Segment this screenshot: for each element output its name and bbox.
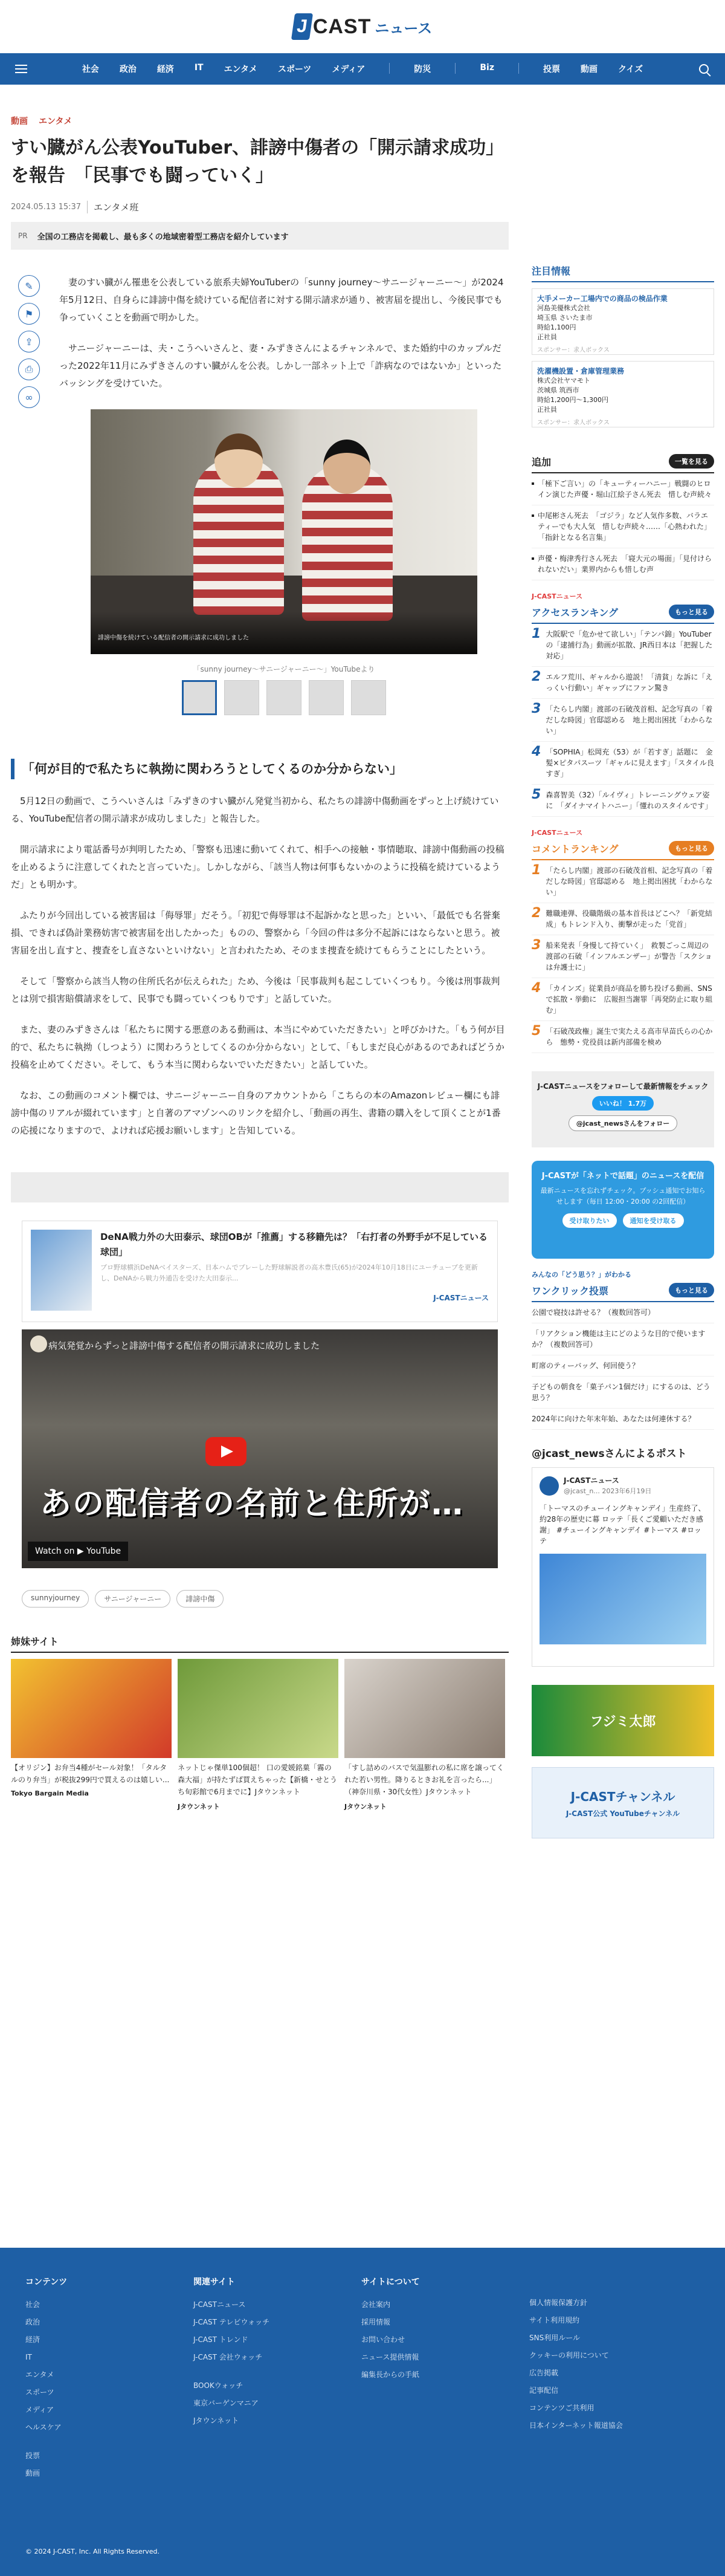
footer-link[interactable]: 動画 xyxy=(25,2469,40,2477)
footer-link[interactable]: J-CAST テレビウォッチ xyxy=(193,2318,270,2326)
channel-banner-title: J-CASTチャンネル xyxy=(570,1789,675,1804)
comment-ranking-list xyxy=(532,860,714,1053)
footer-heading: サイトについて xyxy=(361,2277,420,2287)
rank-number: 3 xyxy=(532,938,541,953)
tag-chip[interactable]: サニージャーニー xyxy=(95,1590,170,1608)
category-links xyxy=(11,115,509,127)
push-notification-box xyxy=(532,1161,714,1259)
nav-item-biz[interactable]: Biz xyxy=(480,63,494,73)
menu-icon[interactable] xyxy=(0,65,42,73)
article-subheading: 「何が目的で私たちに執拗に関わろうとしてくるのか分からない」 xyxy=(11,759,509,779)
nav-item-society[interactable]: 社会 xyxy=(82,65,99,74)
footer-link[interactable]: ヘルスケア xyxy=(25,2423,62,2432)
footer-link[interactable]: BOOKウォッチ xyxy=(193,2381,243,2390)
rank-number: 1 xyxy=(532,863,541,878)
nav-divider xyxy=(518,63,519,74)
vote-list xyxy=(532,1302,714,1430)
comment-more-button[interactable]: もっと見る xyxy=(669,841,714,855)
footer-link[interactable]: J-CASTニュース xyxy=(193,2300,246,2309)
job-place: 茨城県 筑西市 xyxy=(537,386,579,394)
sister-sites-heading: 姉妹サイト xyxy=(11,1634,509,1653)
footer-link[interactable]: お問い合わせ xyxy=(361,2335,405,2344)
nav-item-disaster[interactable]: 防災 xyxy=(414,65,431,74)
nav-item-it[interactable]: IT xyxy=(194,63,204,73)
sister-site-text: 「すし詰めのバスで気温膨れの私に席を譲ってくれた若い男性。降りるときお礼を言ったら...」（神奈川県・30代女性）Jタウンネット xyxy=(344,1763,504,1796)
logo-j: J xyxy=(291,13,313,40)
youtube-overlay-text: あの配信者の名前と住所が… xyxy=(40,1486,465,1522)
jcast-channel-banner[interactable] xyxy=(532,1767,714,1838)
x-post-text: 「トーマスのチューイングキャンデイ」生産終了、約28年の歴史に幕 ロッテ「長くご愛顧いただき感謝」 #チューイングキャンデイ #トーマス #ロッテ xyxy=(540,1504,706,1545)
jcast-logo[interactable] xyxy=(293,13,432,40)
footer-link[interactable]: メディア xyxy=(25,2406,54,2414)
footer-heading xyxy=(529,2276,697,2286)
thumbnail[interactable] xyxy=(224,680,259,715)
nav-item-politics[interactable]: 政治 xyxy=(119,65,137,74)
article-paragraph: なお、この動画のコメント欄では、サニージャーニー自身のアカウントから「こちらの本のAmazonレビュー欄にも誹謗中傷のリアルが綴れています」と自著のアマゾンへのリンクを紹介し、「動画の再生、書籍の購入をして頂くことが1番の応援になりますので、よければ応援お願いします」と告知している。 xyxy=(11,1090,501,1136)
news-heading xyxy=(532,454,714,473)
ranking-item[interactable] xyxy=(532,1021,714,1053)
ranking-text: 「たらし内閣」渡部の石破茂首相、記念写真の「着だしな時図」官邸認める 地上掲出困扰「わからない」 xyxy=(546,705,713,735)
ranking-text: 「たらし内閣」渡部の石破茂首相、記念写真の「着だしな時図」官邸認める 地上掲出困扰「わからない」 xyxy=(546,866,713,897)
access-label: J-CASTニュース xyxy=(532,592,583,600)
ranking-item[interactable] xyxy=(532,742,714,785)
pr-text: 全国の工務店を掲載し、最も多くの地域密着型工務店を紹介しています xyxy=(37,232,289,242)
sister-site-text: ネットじゃ傑単100個超！ 口の愛媛銘菓「霧の森大福」が持たずば買えちゃった【新橋・せとうち旬彩館で6月までに】Jタウンネット xyxy=(178,1763,338,1796)
x-follow-button[interactable]: @jcast_newsさんをフォロー xyxy=(569,1115,677,1131)
related-article-desc: プロ野球横浜DeNAベイスターズ、日本ハムでプレーした野球解説者の高木豊氏(65)が2024年10月18日にユーチューブを更新し、DeNAから戦力外通告を受けた大田泰示... xyxy=(100,1264,478,1282)
print-icon[interactable]: ⎙ xyxy=(18,358,40,380)
follow-text: J-CASTニュースをフォローして最新情報をチェック xyxy=(537,1082,709,1091)
sister-site-image xyxy=(178,1659,338,1758)
push-subtext: 最新ニュースを忘れずチェック。プッシュ通知でお知らせします（毎日 12:00・20:00 の2回配信） xyxy=(540,1187,706,1205)
footer-link[interactable]: 編集長からの手紙 xyxy=(361,2370,420,2379)
search-icon[interactable] xyxy=(683,64,725,74)
article-photo[interactable] xyxy=(91,409,477,654)
logo-cast: CAST xyxy=(312,15,372,38)
footer-link[interactable]: スポーツ xyxy=(25,2388,54,2396)
bookmark-icon[interactable]: ⚑ xyxy=(18,303,40,325)
related-article-source: J-CASTニュース xyxy=(433,1294,489,1302)
footer-link[interactable]: 社会 xyxy=(25,2300,40,2309)
tag-chip[interactable]: 誹謗中傷 xyxy=(176,1590,224,1608)
thumbnail[interactable] xyxy=(351,680,386,715)
footer-link[interactable]: J-CAST トレンド xyxy=(193,2335,248,2344)
article-paragraph: また、妻のみずきさんは「私たちに関する悪意のある動画は、本当にやめていただきたい」と呼びかけた。「もう何が目的で、私たちに執拗（しつよう）に関わろうとしてくるのか分からない」として、「もしまだ良心があるのであればどうか投稿を止めてください。そして、もう本当に関わらないでいただきたい」と話していた。 xyxy=(11,1024,505,1070)
play-button-icon[interactable] xyxy=(205,1437,246,1466)
sister-site-card[interactable] xyxy=(11,1659,172,1811)
ranking-item[interactable] xyxy=(532,935,714,978)
footer-link[interactable]: 採用情報 xyxy=(361,2318,391,2326)
footer-link[interactable]: 会社案内 xyxy=(361,2300,391,2309)
vote-item[interactable]: 2024年に向けた年末年始、あなたは何連休する？ xyxy=(532,1409,714,1430)
x-name: J-CASTニュース xyxy=(564,1476,619,1485)
vote-heading xyxy=(532,1283,714,1302)
related-article-image xyxy=(31,1230,92,1311)
jobs-heading xyxy=(532,264,714,282)
job-company: 株式会社ヤマモト xyxy=(537,377,590,384)
share-buttons xyxy=(11,262,59,715)
article-paragraph: 開示請求により電話番号が判明したため、「警察も迅速に動いてくれて、相手への接触・事情聴取、誹謗中傷動画の投稿を止めるように注意してくれたと言っていた」。しかしながら、「該当人物は何事もないかのように投稿を続けているようだ」とも明かす。 xyxy=(11,844,504,890)
x-post-image xyxy=(540,1554,706,1644)
footer-link[interactable]: 広告掲載 xyxy=(529,2369,559,2377)
rank-number: 5 xyxy=(532,1024,541,1039)
job-title: 大手メーカー工場内での商品の検品作業 xyxy=(537,294,668,303)
x-handle: @jcast_n... 2023年6月19日 xyxy=(564,1487,652,1495)
job-type: 正社員 xyxy=(537,333,557,341)
ranking-text: 難職連弾、役職階級の基本首長はどこへ？「新党結成」もトレンド入り、衝撃が走った「党首」 xyxy=(546,909,712,929)
footer-col-about xyxy=(361,2276,529,2482)
rank-number: 2 xyxy=(532,669,541,684)
job-company: 河島美優株式会社 xyxy=(537,304,590,312)
footer-spacer xyxy=(193,2366,361,2377)
access-ranking-list xyxy=(532,624,714,817)
news-heading-label: 追加 xyxy=(532,456,552,468)
news-item[interactable]: 「極下ご言い」の「キューティーハニー」戦闘のヒロイン演じた声優・堀山江絵子さん死去 惜しむ声続々 xyxy=(532,473,714,505)
main-nav xyxy=(0,53,725,85)
site-header xyxy=(0,0,725,53)
footer-heading: コンテンツ xyxy=(25,2277,68,2287)
nav-divider xyxy=(389,63,390,74)
video-caption: 誹謗中傷を続けている配信者の開示請求に成功しました xyxy=(91,612,477,654)
footer-link[interactable]: コンテンツご共利用 xyxy=(529,2404,594,2412)
vote-item[interactable]: 町席のティーバッグ、何回使う？ xyxy=(532,1355,714,1377)
job-card[interactable] xyxy=(532,288,714,355)
footer-link[interactable]: SNS利用ルール xyxy=(529,2334,580,2342)
ranking-text: エルフ荒川、ギャルから遊説！「清貧」な訴に「えっくい行動い」ギャップにファン驚き xyxy=(546,673,713,692)
thumbnail[interactable] xyxy=(309,680,344,715)
site-footer xyxy=(0,2248,725,2576)
tag-list xyxy=(22,1590,509,1608)
ranking-item[interactable] xyxy=(532,903,714,935)
news-item[interactable]: 中尾彬さん死去 「ゴジラ」など人気作多数、バラエティーでも大人気 惜しむ声続々……「心熱われた」「指針となる名言集」 xyxy=(532,505,714,548)
footer-link[interactable]: Jタウンネット xyxy=(193,2416,239,2425)
job-pay: 時給1,200円〜1,300円 xyxy=(537,396,608,404)
thumbnail[interactable] xyxy=(182,680,217,715)
related-article-title: DeNA戦力外の大田泰示、球団OBが「推薦」する移籍先は？「右打者の外野手が不足している球団」 xyxy=(100,1231,488,1257)
sister-sites xyxy=(11,1659,509,1811)
footer-link[interactable]: ニュース提供情報 xyxy=(361,2353,419,2361)
footer-link[interactable]: 日本インターネット報道協会 xyxy=(529,2421,623,2430)
sister-site-card[interactable] xyxy=(344,1659,505,1811)
footer-heading: 関連サイト xyxy=(193,2277,236,2287)
job-sponsor: スポンサー：求人ボックス xyxy=(537,347,610,354)
article-date: 2024.05.13 15:37 xyxy=(11,203,82,212)
footer-col-policy xyxy=(529,2276,697,2482)
ranking-text: 「カインズ」従業員が商品を勝ち投げる動画、SNSで拡散・挙動に 広報担当謝罪「再発防止に取り組む」 xyxy=(546,984,713,1014)
article-paragraph: サニージャーニーは、夫・こうへいさんと、妻・みずきさんによるチャンネルで、また婚約中のカップルだった2022年11月にみずきさんのすい臓がんを公表。しかし一部ネット上で「詐病なのではないか」といったバッシングを受けていた。 xyxy=(59,343,502,389)
footer-link[interactable]: 経済 xyxy=(25,2335,40,2344)
category-link[interactable]: 動画 xyxy=(11,117,28,126)
logo-news: ニュース xyxy=(375,19,433,37)
article-title: すい臓がん公表YouTuber、誹謗中傷者の「開示請求成功」を報告 「民事でも闘っていく」 xyxy=(11,137,504,186)
nav-item-sports[interactable]: スポーツ xyxy=(278,65,312,74)
footer-link[interactable]: サイト利用規約 xyxy=(529,2316,580,2325)
related-article-card[interactable] xyxy=(22,1221,498,1322)
job-place: 埼玉県 さいたま市 xyxy=(537,314,593,322)
share-icon[interactable]: ⇪ xyxy=(18,331,40,352)
ranking-text: 「石破茂政権」誕生で実たえる高市早苗氏らの心から 態勢・党役員は新内部備を検め xyxy=(546,1027,713,1046)
push-title: J-CASTが「ネットで話題」のニュースを配信 xyxy=(541,1172,704,1181)
sister-site-image xyxy=(11,1659,172,1758)
news-item[interactable]: 声優・梅津秀行さん死去 「寝大元の場面」「見付けられないだい」業界内からも惜しむ声 xyxy=(532,548,714,580)
channel-avatar xyxy=(30,1335,47,1352)
rank-number: 4 xyxy=(532,744,541,759)
push-settings-button[interactable]: 通知を受け取る xyxy=(623,1213,684,1228)
job-type: 正社員 xyxy=(537,406,557,414)
sister-site-logo: Jタウンネット xyxy=(178,1803,220,1811)
footer-link[interactable]: クッキーの利用について xyxy=(529,2351,609,2360)
article-paragraph: 5月12日の動画で、こうへいさんは「みずきのすい臓がん発覚当初から、私たちの誹謗中傷動画をずっと上げ続けている、YouTube配信者の開示請求が成功しました」と報告した。 xyxy=(11,796,499,824)
channel-banner-sub: J-CAST公式 YouTubeチャンネル xyxy=(566,1809,680,1818)
access-more-button[interactable]: もっと見る xyxy=(669,605,714,619)
footer-link[interactable]: 東京バーゲンマニア xyxy=(193,2399,259,2407)
ranking-text: 森喜智美（32）「ルイヴィ」トレーニングウェア姿に 「ダイナマイトハニー」「懂れのスタイルです」 xyxy=(546,791,712,810)
pr-tag: PR xyxy=(18,232,28,240)
watch-on-youtube-button[interactable]: Watch on ▶ YouTube xyxy=(28,1542,128,1561)
sidebar xyxy=(532,85,714,1838)
rank-number: 2 xyxy=(532,906,541,921)
youtube-embed[interactable] xyxy=(22,1329,498,1568)
jobs-heading-label: 注目情報 xyxy=(532,265,571,277)
rank-number: 5 xyxy=(532,787,541,802)
image-thumbnails xyxy=(91,680,477,715)
article-paragraph: 妻のすい臓がん罹患を公表している旅系夫婦YouTuberの「sunny journey〜サニージャーニー〜」が2024年5月12日、自身らに誹謗中傷を続けている配信者に対する開示請求が通り、被害届を提出し、今後民事でも争っていくことを動画で明かした。 xyxy=(59,277,504,323)
ranking-item[interactable] xyxy=(532,667,714,699)
article-body xyxy=(59,262,509,715)
footer-col-related xyxy=(193,2276,361,2482)
sister-site-text: 【オリジン】お弁当4種がセール対象！「タルタルのり弁当」が税抜299円で買えるのは嬉しい... xyxy=(11,1763,170,1784)
vote-heading-label: ワンクリック投票 xyxy=(532,1285,609,1297)
ranking-item[interactable] xyxy=(532,699,714,742)
x-post-card[interactable] xyxy=(532,1467,714,1667)
news-list xyxy=(532,473,714,580)
comment-icon[interactable]: ✎ xyxy=(18,275,40,297)
nav-divider xyxy=(455,63,456,74)
sister-site-card[interactable] xyxy=(178,1659,338,1811)
vote-label: みんなの「どう思う？」がわかる xyxy=(532,1271,631,1279)
article-author[interactable]: エンタメ班 xyxy=(87,201,138,213)
vote-more-button[interactable]: もっと見る xyxy=(669,1283,714,1297)
access-ranking-label: アクセスランキング xyxy=(532,606,619,618)
ranking-text: 船来発表「身慢して持ていく」 救製ごっこ周辺の渡部の石破「インフルエンザー」が警告「スクショは弁護士に」 xyxy=(546,941,712,972)
vote-item[interactable]: 公園で寝技は許せる？（複数回答可） xyxy=(532,1302,714,1323)
ranking-item[interactable] xyxy=(532,860,714,903)
nav-item-vote[interactable]: 投票 xyxy=(543,65,560,74)
nav-item-quiz[interactable]: クイズ xyxy=(618,65,643,74)
follow-box xyxy=(532,1071,714,1147)
sister-site-logo: Tokyo Bargain Media xyxy=(11,1789,89,1797)
x-embed-heading: @jcast_newsさんによるポスト xyxy=(532,1448,687,1460)
job-title: 洗濯機設置・倉庫管理業務 xyxy=(537,367,625,375)
ranking-item[interactable] xyxy=(532,624,714,667)
ad-banner[interactable]: フジミ太郎 xyxy=(532,1685,714,1756)
vote-item[interactable]: 子どもの朝食を「菓子パン1個だけ」にするのは、どう思う？ xyxy=(532,1377,714,1409)
footer-link[interactable]: 記事配信 xyxy=(529,2386,559,2395)
ranking-text: 大阪駅で「危かせて欲しい」「テンパ錦」YouTuberの「逮捕行為」動画が拡散、JR西日本は「把握した対応」 xyxy=(546,630,713,660)
rank-number: 1 xyxy=(532,626,541,641)
ranking-item[interactable] xyxy=(532,978,714,1021)
x-avatar xyxy=(540,1476,559,1496)
nav-item-entertainment[interactable]: エンタメ xyxy=(224,65,258,74)
sister-site-image xyxy=(344,1659,505,1758)
figure-caption: 「sunny journey〜サニージャーニー〜」YouTubeより xyxy=(193,665,375,673)
nav-item-video[interactable]: 動画 xyxy=(581,65,598,74)
footer-link[interactable]: 個人情報保護方針 xyxy=(529,2299,588,2307)
comment-ranking-label: コメントランキング xyxy=(532,843,619,855)
ranking-text: 「SOPHIA」松岡充（53）が「若すぎ」話題に 金髪×ピタパスーツ「ギャルに見えます」「スタイル良すぎ」 xyxy=(546,748,714,778)
pr-banner[interactable] xyxy=(11,222,509,250)
footer-link[interactable]: 投票 xyxy=(25,2451,40,2460)
rank-number: 3 xyxy=(532,701,541,716)
job-sponsor: スポンサー：求人ボックス xyxy=(537,420,610,426)
link-icon[interactable]: ∞ xyxy=(18,386,40,408)
sister-site-logo: Jタウンネット xyxy=(344,1803,387,1811)
comment-ranking-heading xyxy=(532,841,714,860)
footer-col-contents xyxy=(25,2276,193,2482)
ranking-item[interactable] xyxy=(532,785,714,817)
article-figure xyxy=(91,409,477,715)
tag-chip[interactable]: sunnyjourney xyxy=(22,1590,89,1608)
job-pay: 時給1,100円 xyxy=(537,323,576,331)
thumbnail[interactable] xyxy=(266,680,301,715)
footer-link[interactable]: IT xyxy=(25,2353,32,2361)
youtube-title[interactable]: 病気発覚からずっと誹謗中傷する配信者の開示請求に成功しました xyxy=(48,1340,320,1351)
article-paragraph: そして「警察から該当人物の住所氏名が伝えられた」ため、今後は「民事裁判も起こしていくつもり。今後は刑事裁判とは別で損害賠償請求をして、民事でも闘っていくつもりです」と話していた。 xyxy=(11,976,500,1004)
footer-link[interactable]: 政治 xyxy=(25,2318,40,2326)
vote-item[interactable]: 「リアクション機能は主にどのような目的で使いますか？（複数回答可） xyxy=(532,1323,714,1355)
article-column xyxy=(11,85,509,1838)
nav-item-media[interactable]: メディア xyxy=(332,65,366,74)
copyright: © 2024 J-CAST, Inc. All Rights Reserved. xyxy=(25,2548,160,2555)
access-ranking-heading xyxy=(532,605,714,624)
rank-number: 4 xyxy=(532,981,541,996)
footer-link[interactable]: J-CAST 会社ウォッチ xyxy=(193,2353,263,2361)
nav-item-economy[interactable]: 経済 xyxy=(156,65,174,74)
article-paragraph: ふたりが今回出している被害届は「侮辱罪」だそう。「初犯で侮辱罪は不起訴かなと思った」といい、「最低でも名誉棄損、できれば偽計業務妨害で被害届を出したかった」ものの、警察から「今回の件は多分不起訴にはならないと思う。被害届を出し直すと、捜査をし直さないといけない」と言われたため、そのまま捜査を続けてもらうことにしたという。 xyxy=(11,910,501,956)
category-link[interactable]: エンタメ xyxy=(39,117,72,126)
article-meta xyxy=(11,201,509,213)
news-more-button[interactable]: 一覧を見る xyxy=(669,454,714,469)
facebook-like-button[interactable]: いいね！ 1.7万 xyxy=(592,1096,654,1111)
footer-link[interactable]: エンタメ xyxy=(25,2370,54,2379)
ad-slot xyxy=(11,1172,509,1202)
comment-label: J-CASTニュース xyxy=(532,829,583,837)
footer-spacer xyxy=(25,2436,193,2447)
job-card[interactable] xyxy=(532,361,714,427)
push-accept-button[interactable]: 受け取りたい xyxy=(562,1213,617,1228)
